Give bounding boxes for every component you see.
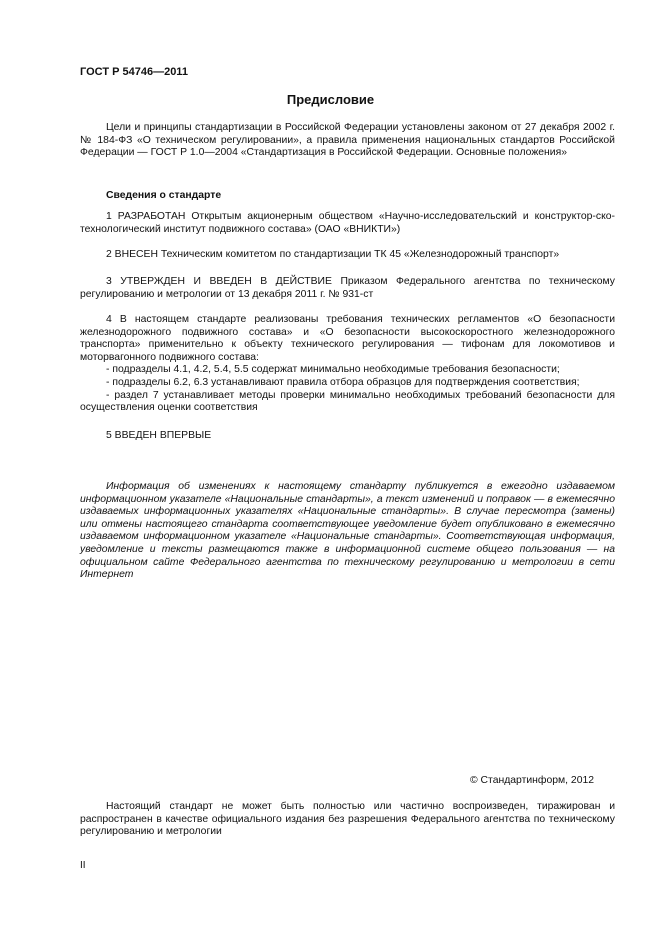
copyright-line: © Стандартинформ, 2012 <box>470 775 595 786</box>
item-4-paragraph: 4 В настоящем стандарте реализованы требования технических регламентов «О безопасности железнодорожного подвижного состава» и «О безопасности высокоскоростного железнодорожного транспорта» применительно к объекту технического регулирования — тифонам для локомотивов и моторвагонного подвижного состава: <box>80 314 615 363</box>
item-1-paragraph: 1 РАЗРАБОТАН Открытым акционерным обществом «Научно-исследовательский и конструктор-ско-технологический институт подвижного состава» (ОАО «ВНИКТИ») <box>80 211 615 235</box>
intro-block <box>80 122 615 160</box>
item-4-bullet: - подразделы 6.2, 6.3 устанавливают правила отбора образцов для подтверждения соответствия; <box>106 376 580 388</box>
item-4-bullet: - подразделы 4.1, 4.2, 5.4, 5.5 содержат минимально необходимые требования безопасности; <box>106 364 560 376</box>
document-header: ГОСТ Р 54746—2011 <box>80 66 188 78</box>
standard-info-heading: Сведения о стандарте <box>106 190 222 201</box>
info-block <box>80 481 615 582</box>
info-paragraph: Информация об изменениях к настоящему стандарту публикуется в ежегодно издаваемом информационном указателе «Национальные стандарты», а текст изменений и поправок — в ежемесячно издаваемых информационных указателях «Национальные стандарты». В случае пересмотра (замены) или отмены настоящего стандарта соответствующее уведомление будет опубликовано в ежемесячно издаваемом информационном указателе «Национальные стандарты». Соответствующая информация, уведомление и тексты размещаются также в информационной системе общего пользования — на официальном сайте Федерального агентства по техническому регулированию и метрологии в сети Интернет <box>80 481 615 581</box>
intro-paragraph: Цели и принципы стандартизации в Российской Федерации установлены законом от 27 декабря 2002 г. № 184-ФЗ «О техническом регулировании», а правила применения национальных стандартов Российской Федерации — ГОСТ Р 1.0—2004 «Стандартизация в Российской Федерации. Основные положения» <box>80 122 615 159</box>
notice-paragraph: Настоящий стандарт не может быть полностью или частично воспроизведен, тиражирован и распространен в качестве официального издания без разрешения Федерального агентства по техническому регулированию и метрологии <box>80 801 615 838</box>
notice-block <box>80 801 615 839</box>
item-2-paragraph: 2 ВНЕСЕН Техническим комитетом по стандартизации ТК 45 «Железнодорожный транспорт» <box>106 249 560 260</box>
item-1-block <box>80 211 615 236</box>
item-2-block <box>80 249 615 262</box>
item-4-bullet <box>80 390 615 415</box>
item-4-bullet-text: - раздел 7 устанавливает методы проверки минимально необходимых требований безопасности для осуществления оценки соответствия <box>80 389 615 414</box>
item-3-block <box>80 276 615 301</box>
page-number: II <box>80 860 86 871</box>
item-3-paragraph: 3 УТВЕРЖДЕН И ВВЕДЕН В ДЕЙСТВИЕ Приказом Федерального агентства по техническому регулированию и метрологии от 13 декабря 2011 г. № 931-ст <box>80 276 615 300</box>
item-5-block <box>80 430 615 443</box>
item-4-block <box>80 314 615 415</box>
item-5-paragraph: 5 ВВЕДЕН ВПЕРВЫЕ <box>106 430 212 441</box>
page-title: Предисловие <box>286 92 375 107</box>
